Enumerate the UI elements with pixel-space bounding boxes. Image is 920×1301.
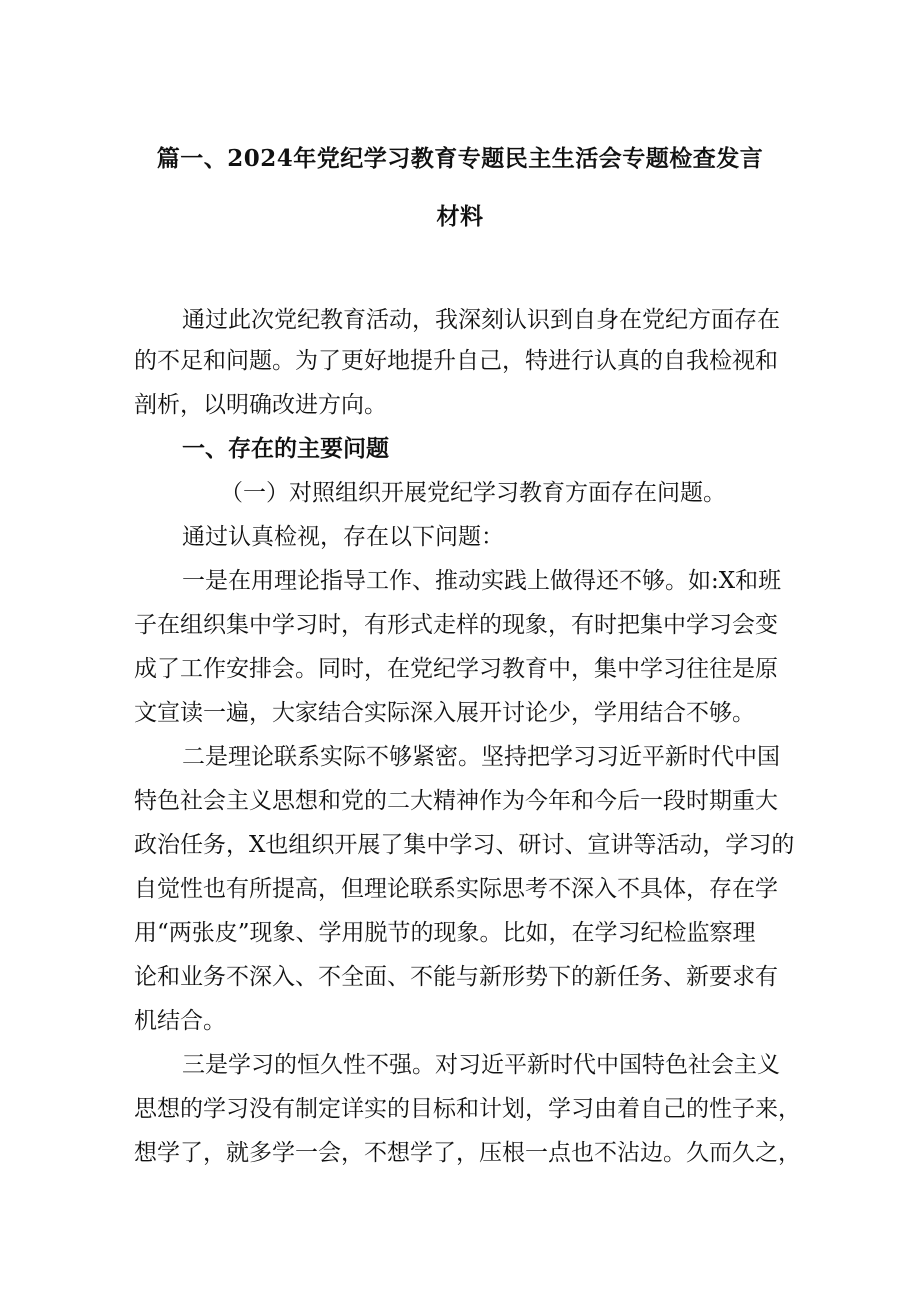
paragraph-line: 思想的学习没有制定详实的目标和计划，学习由着自己的性子来， — [134, 1096, 801, 1122]
paragraph-line: 通过此次党纪教育活动，我深刻认识到自身在党纪方面存在 — [182, 307, 780, 333]
section-heading: 一、存在的主要问题 — [182, 435, 389, 462]
document-title-line-1: 篇一、2024年党纪学习教育专题民主生活会专题检查发言 — [156, 145, 764, 172]
paragraph-line: 论和业务不深入、不全面、不能与新形势下的新任务、新要求有 — [134, 964, 778, 990]
paragraph-line: 成了工作安排会。同时，在党纪学习教育中，集中学习往往是原 — [134, 656, 778, 682]
paragraph-line: 二是理论联系实际不够紧密。坚持把学习习近平新时代中国 — [182, 744, 780, 770]
paragraph-line: 子在组织集中学习时，有形式走样的现象，有时把集中学习会变 — [134, 612, 778, 638]
paragraph-line: 一是在用理论指导工作、推动实践上做得还不够。如:X和班 — [182, 568, 782, 594]
paragraph-line: 自觉性也有所提高，但理论联系实际思考不深入不具体，存在学 — [134, 876, 778, 902]
paragraph-line: 用“两张皮”现象、学用脱节的现象。比如，在学习纪检监察理 — [134, 920, 756, 946]
paragraph-line: 的不足和问题。为了更好地提升自己，特进行认真的自我检视和 — [134, 348, 778, 374]
paragraph-line: 想学了，就多学一会，不想学了，压根一点也不沾边。久而久之， — [134, 1140, 801, 1166]
paragraph-line: 机结合。 — [134, 1008, 226, 1034]
paragraph-line: 剖析，以明确改进方向。 — [134, 392, 387, 418]
paragraph-line: 政治任务，X也组织开展了集中学习、研讨、宣讲等活动，学习的 — [134, 832, 795, 858]
paragraph-line: 通过认真检视，存在以下问题： — [182, 524, 504, 550]
paragraph-line: 特色社会主义思想和党的二大精神作为今年和今后一段时期重大 — [134, 788, 778, 814]
paragraph-line: 文宣读一遍，大家结合实际深入展开讨论少，学用结合不够。 — [134, 700, 755, 726]
subsection-heading: （一）对照组织开展党纪学习教育方面存在问题。 — [220, 480, 726, 506]
document-title-line-2: 材料 — [436, 203, 484, 230]
paragraph-line: 三是学习的恒久性不强。对习近平新时代中国特色社会主义 — [182, 1052, 780, 1078]
